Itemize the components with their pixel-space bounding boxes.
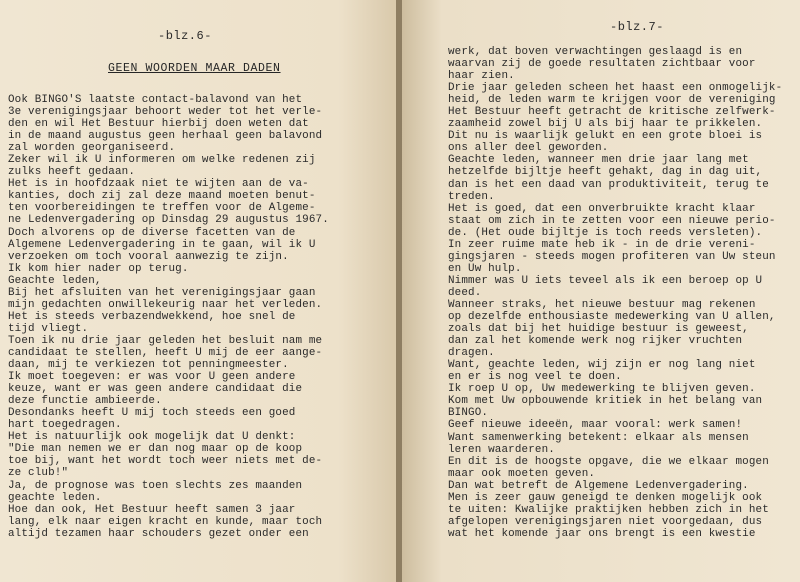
text-line: candidaat te stellen, heeft U mij de eer aange- — [8, 346, 323, 359]
text-line: in de maand augustus geen herhaal geen balavond — [8, 130, 323, 143]
text-line: verzoeken om toch vooral aanwezig te zijn. — [8, 250, 289, 263]
text-line: Geachte leden, — [8, 274, 102, 287]
text-line: Het Bestuur heeft getracht de kritische zelfwerk- — [448, 106, 776, 119]
text-line: de. (Het oude bijltje is toch reeds versleten). — [448, 226, 763, 239]
text-line: heid, de leden warm te krijgen voor de vereniging — [448, 94, 776, 107]
text-line: kanties, doch zij zal deze maand moeten benut- — [8, 190, 316, 203]
text-line: dan zal het komende werk nog rijker vruchten — [448, 335, 743, 348]
text-line: Geef nieuwe ideeën, maar vooral: werk samen! — [448, 419, 743, 432]
left-page — [0, 0, 398, 582]
text-line: keuze, want er was geen andere candidaat die — [8, 383, 303, 396]
text-line: Bij het afsluiten van het verenigingsjaar gaan — [8, 286, 316, 299]
text-line: den en wil Het Bestuur hierbij doen weten dat — [8, 118, 309, 131]
text-line: Dan wat betreft de Algemene Ledenvergadering. — [448, 479, 749, 492]
text-line: staat om zich in te zetten voor een nieuwe perio- — [448, 214, 776, 227]
text-line: Wanneer straks, het nieuwe bestuur mag rekenen — [448, 298, 756, 311]
text-line: zulks heeft gedaan. — [8, 166, 136, 179]
text-line: In zeer ruime mate heb ik - in de drie vereni- — [448, 238, 756, 251]
text-line: Geachte leden, wanneer men drie jaar lang met — [448, 154, 749, 167]
text-line: Drie jaar geleden scheen het haast een onmogelijk- — [448, 82, 783, 95]
text-line: waarvan zij de goede resultaten zichtbaar voor — [448, 58, 756, 71]
text-line: en er is nog veel te doen. — [448, 371, 622, 384]
text-line: Desondanks heeft U mij toch steeds een goed — [8, 407, 296, 420]
text-line: zaamheid zowel bij U als bij haar te prikkelen. — [448, 118, 763, 131]
text-line: Ik moet toegeven: er was voor U geen andere — [8, 371, 296, 384]
text-line: Want, geachte leden, wij zijn er nog lang niet — [448, 359, 756, 372]
text-line: Nimmer was U iets teveel als ik een beroep op U — [448, 274, 763, 287]
text-line: Het is steeds verbazendwekkend, hoe snel de — [8, 310, 296, 323]
text-line: Ja, de prognose was toen slechts zes maanden — [8, 479, 303, 492]
text-line: zal worden georganiseerd. — [8, 142, 176, 155]
page-number: -blz.7- — [610, 20, 664, 34]
text-line: Het is goed, dat een onverbruikte kracht klaar — [448, 202, 756, 215]
text-line: Ik roep U op, Uw medewerking te blijven geven. — [448, 383, 756, 396]
text-line: Men is zeer gauw geneigd te denken mogelijk ook — [448, 491, 763, 504]
text-line: deze functie ambieerde. — [8, 395, 162, 408]
text-line: hart toegedragen. — [8, 419, 122, 432]
text-line: wat het komende jaar ons brengt is een kwestie — [448, 527, 756, 540]
text-line: lang, elk naar eigen kracht en kunde, maar toch — [8, 515, 323, 528]
text-line: Doch alvorens op de diverse facetten van de — [8, 226, 296, 239]
text-line: mijn gedachten onwillekeurig naar het verleden. — [8, 298, 323, 311]
text-line: ze club!" — [8, 467, 69, 480]
text-line: Ook BINGO'S laatste contact-balavond van het — [8, 94, 303, 106]
text-line: en Uw hulp. — [448, 262, 522, 275]
text-line: deed. — [448, 286, 482, 299]
text-line: treden. — [448, 190, 495, 203]
text-line: Het is in hoofdzaak niet te wijten aan de va- — [8, 178, 309, 191]
text-line: En dit is de hoogste opgave, die we elkaar mogen — [448, 455, 769, 468]
text-line: Want samenwerking betekent: elkaar als mensen — [448, 431, 749, 444]
text-line: toe bij, want het wordt toch weer niets met de- — [8, 455, 323, 468]
right-page — [402, 0, 800, 582]
text-line: ne Ledenvergadering op Dinsdag 29 augustus 1967. — [8, 214, 329, 227]
text-line: te uiten: Kwalijke praktijken hebben zich in het — [448, 503, 769, 516]
text-line: haar zien. — [448, 70, 515, 83]
text-line: hetzelfde bijltje heeft gehakt, dag in dag uit, — [448, 166, 763, 179]
text-line: daan, mij te verkiezen tot penningmeester. — [8, 359, 289, 372]
text-line: Ik kom hier nader op terug. — [8, 262, 189, 275]
text-line: leren waarderen. — [448, 443, 555, 456]
text-line: Algemene Ledenvergadering in te gaan, wil ik U — [8, 238, 316, 251]
text-line: Het is natuurlijk ook mogelijk dat U denkt: — [8, 431, 296, 444]
text-line: dan is het een daad van produktiviteit, terug te — [448, 178, 769, 191]
text-line: Toen ik nu drie jaar geleden het besluit nam me — [8, 334, 323, 347]
text-line: tijd vliegt. — [8, 322, 89, 335]
text-line: geachte leden. — [8, 491, 102, 504]
right-text-block — [448, 46, 782, 540]
text-line: altijd tezamen haar schouders gezet onder een — [8, 527, 309, 540]
text-line: op dezelfde enthousiaste medewerking van U allen, — [448, 311, 776, 324]
text-line: Kom met Uw opbouwende kritiek in het belang van — [448, 395, 763, 408]
page-number: -blz.6- — [158, 29, 212, 43]
text-line: Zeker wil ik U informeren om welke redenen zij — [8, 154, 316, 167]
text-line: "Die man nemen we er dan nog maar op de koop — [8, 443, 303, 456]
text-line: BINGO. — [448, 407, 489, 420]
text-line: Dit nu is waarlijk gelukt en een grote bloei is — [448, 130, 763, 143]
text-line: ten voorbereidingen te treffen voor de Algeme- — [8, 202, 316, 215]
text-line: zoals dat bij het huidige bestuur is geweest, — [448, 323, 749, 336]
article-heading: GEEN WOORDEN MAAR DADEN — [108, 62, 281, 75]
text-line: werk, dat boven verwachtingen geslaagd is en — [448, 46, 743, 58]
text-line: afgelopen verenigingsjaren niet voorgedaan, dus — [448, 515, 763, 528]
text-line: ons aller deel geworden. — [448, 142, 609, 155]
text-line: 3e verenigingsjaar behoort weder tot het verle- — [8, 106, 323, 119]
text-line: Hoe dan ook, Het Bestuur heeft samen 3 jaar — [8, 503, 296, 516]
text-line: dragen. — [448, 347, 495, 360]
text-line: maar ook moeten geven. — [448, 467, 596, 480]
text-line: gingsjaren - steeds mogen profiteren van Uw steun — [448, 250, 776, 263]
left-text-block — [8, 94, 329, 540]
